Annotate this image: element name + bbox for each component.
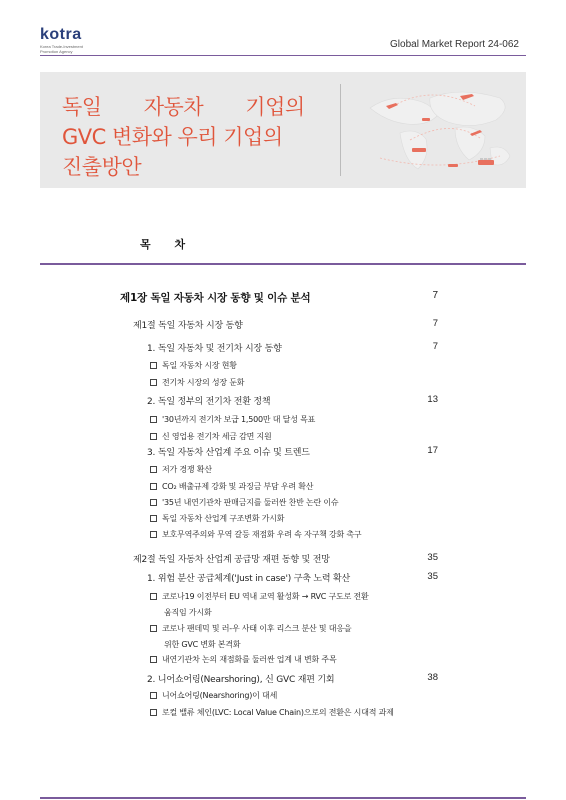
toc-entry-label: 1. 독일 자동차 및 전기차 시장 동향: [147, 344, 282, 354]
title-line-1: 독일 자동차 기업의: [62, 95, 305, 119]
toc-entry-sub[interactable]: [0, 529, 566, 545]
checkbox-bullet-icon: [150, 416, 157, 423]
toc-entry-label: 2. 니어쇼어링(Nearshoring), 신 GVC 재편 기회: [147, 675, 335, 685]
toc-entry-section[interactable]: [0, 552, 566, 568]
toc-entry-title: [150, 481, 313, 492]
toc-entry-label: 제1장 독일 자동차 시장 동향 및 이슈 분석: [120, 292, 311, 304]
toc-entry-cont[interactable]: [0, 607, 566, 623]
toc-entry-title: [150, 431, 272, 442]
toc-entry-title: [150, 690, 277, 701]
toc-page-number: 38: [427, 672, 438, 683]
report-id: Global Market Report 24-062: [390, 39, 519, 50]
toc-entry-title: [150, 654, 337, 665]
toc-entry-item[interactable]: [0, 445, 566, 461]
toc-entry-title: [164, 607, 212, 618]
checkbox-bullet-icon: [150, 379, 157, 386]
kotra-logo: [40, 26, 100, 54]
toc-entry-title: [133, 318, 243, 331]
toc-entry-label: '35년 내연기관차 판매금지를 둘러싼 찬반 논란 이슈: [162, 498, 339, 507]
toc-entry-label: 3. 독일 자동차 산업계 주요 이슈 및 트렌드: [147, 448, 310, 458]
world-trade-map-illustration: [360, 78, 520, 183]
toc-entry-title: [133, 552, 330, 565]
checkbox-bullet-icon: [150, 499, 157, 506]
toc-entry-label: CO₂ 배출규제 강화 및 과징금 부담 우려 확산: [162, 482, 314, 491]
toc-entry-label: 전기차 시장의 성장 둔화: [162, 378, 245, 387]
toc-entry-sub[interactable]: [0, 654, 566, 670]
toc-entry-title: [150, 591, 369, 602]
toc-entry-title: [150, 360, 237, 371]
toc-page-number: 35: [427, 571, 438, 582]
toc-entry-label: 제1절 독일 자동차 시장 동향: [133, 321, 243, 331]
toc-bottom-rule: [40, 797, 526, 799]
checkbox-bullet-icon: [150, 433, 157, 440]
logo-subtext: Korea Trade-Investment Promotion Agency: [40, 44, 83, 54]
toc-entry-label: '30년까지 전기차 보급 1,500만 대 달성 목표: [162, 415, 316, 424]
toc-entry-title: [150, 513, 284, 524]
toc-entry-label: 위한 GVC 변화 본격화: [164, 640, 241, 649]
toc-page-number: 7: [432, 318, 438, 329]
toc-page-number: 7: [432, 341, 438, 352]
toc-entry-label: 로컬 밸류 체인(LVC: Local Value Chain)으로의 전환은 시대적 과제: [162, 708, 394, 717]
toc-entry-title: [164, 639, 240, 650]
toc-entry-label: 2. 독일 정부의 전기차 전환 정책: [147, 397, 271, 407]
toc-entry-sub[interactable]: [0, 513, 566, 529]
title-line-3: 진출방안: [62, 155, 142, 179]
toc-entry-sub[interactable]: [0, 623, 566, 639]
toc-entry-title: [147, 394, 270, 407]
toc-entry-title: [150, 377, 244, 388]
toc-entry-label: 움직임 가시화: [164, 608, 212, 617]
checkbox-bullet-icon: [150, 466, 157, 473]
checkbox-bullet-icon: [150, 709, 157, 716]
report-title: [62, 92, 332, 182]
checkbox-bullet-icon: [150, 692, 157, 699]
toc-entry-label: 독일 자동차 시장 현황: [162, 361, 237, 370]
toc-entry-section[interactable]: [0, 318, 566, 334]
toc-entry-item[interactable]: [0, 672, 566, 688]
toc-entry-title: [147, 341, 282, 354]
toc-entry-label: 코로나19 이전부터 EU 역내 교역 활성화 → RVC 구도로 전환: [162, 592, 369, 601]
toc-entry-sub[interactable]: [0, 464, 566, 480]
toc-entry-label: 니어쇼어링(Nearshoring)이 대세: [162, 691, 278, 700]
title-line-2: GVC 변화와 우리 기업의: [62, 125, 283, 149]
checkbox-bullet-icon: [150, 362, 157, 369]
toc-entry-label: 코로나 팬데믹 및 러-우 사태 이후 리스크 분산 및 대응을: [162, 624, 352, 633]
toc-entry-title: [147, 571, 350, 584]
toc-entry-sub[interactable]: [0, 690, 566, 706]
toc-entry-item[interactable]: [0, 394, 566, 410]
toc-entry-sub[interactable]: [0, 481, 566, 497]
header-rule: [40, 55, 526, 56]
toc-page-number: 13: [427, 394, 438, 405]
toc-entry-title: [120, 290, 310, 305]
toc-entry-label: 저가 경쟁 확산: [162, 465, 212, 474]
toc-entry-title: [150, 414, 315, 425]
toc-page-number: 7: [432, 290, 438, 301]
toc-entry-item[interactable]: [0, 341, 566, 357]
toc-entry-title: [150, 464, 212, 475]
toc-entry-label: 제2절 독일 자동차 산업계 공급망 재편 동향 및 전망: [133, 555, 330, 565]
checkbox-bullet-icon: [150, 483, 157, 490]
toc-top-rule: [40, 263, 526, 265]
toc-entry-label: 신 영업용 전기차 세금 감면 지원: [162, 432, 272, 441]
checkbox-bullet-icon: [150, 531, 157, 538]
toc-entry-title: [150, 623, 351, 634]
checkbox-bullet-icon: [150, 656, 157, 663]
toc-entry-label: 독일 자동차 산업계 구조변화 가시화: [162, 514, 285, 523]
logo-wordmark: kotra: [40, 26, 82, 43]
toc-entry-cont[interactable]: [0, 639, 566, 655]
toc-page-number: 35: [427, 552, 438, 563]
toc-entry-title: [147, 445, 310, 458]
checkbox-bullet-icon: [150, 625, 157, 632]
toc-heading: 목 차: [140, 238, 196, 251]
toc-entry-sub[interactable]: [0, 707, 566, 723]
toc-entry-title: [150, 529, 361, 540]
toc-entry-label: 보호무역주의와 무역 갈등 재점화 우려 속 자구책 강화 촉구: [162, 530, 362, 539]
toc-entry-item[interactable]: [0, 571, 566, 587]
toc-entry-label: 내연기관차 논의 재점화를 둘러싼 업계 내 변화 주목: [162, 655, 337, 664]
toc-entry-sub[interactable]: [0, 377, 566, 393]
toc-entry-title: [150, 707, 394, 718]
cover-divider: [340, 84, 341, 176]
toc-entry-chapter[interactable]: [0, 290, 566, 306]
toc-entry-sub[interactable]: [0, 591, 566, 607]
checkbox-bullet-icon: [150, 515, 157, 522]
toc-entry-label: 1. 위험 분산 공급체계('Just in case') 구축 노력 확산: [147, 574, 351, 584]
toc-entry-sub[interactable]: [0, 360, 566, 376]
toc-entry-sub[interactable]: [0, 414, 566, 430]
toc-page-number: 17: [427, 445, 438, 456]
toc-entry-title: [150, 497, 338, 508]
toc-entry-title: [147, 672, 334, 685]
checkbox-bullet-icon: [150, 593, 157, 600]
toc-entry-sub[interactable]: [0, 497, 566, 513]
